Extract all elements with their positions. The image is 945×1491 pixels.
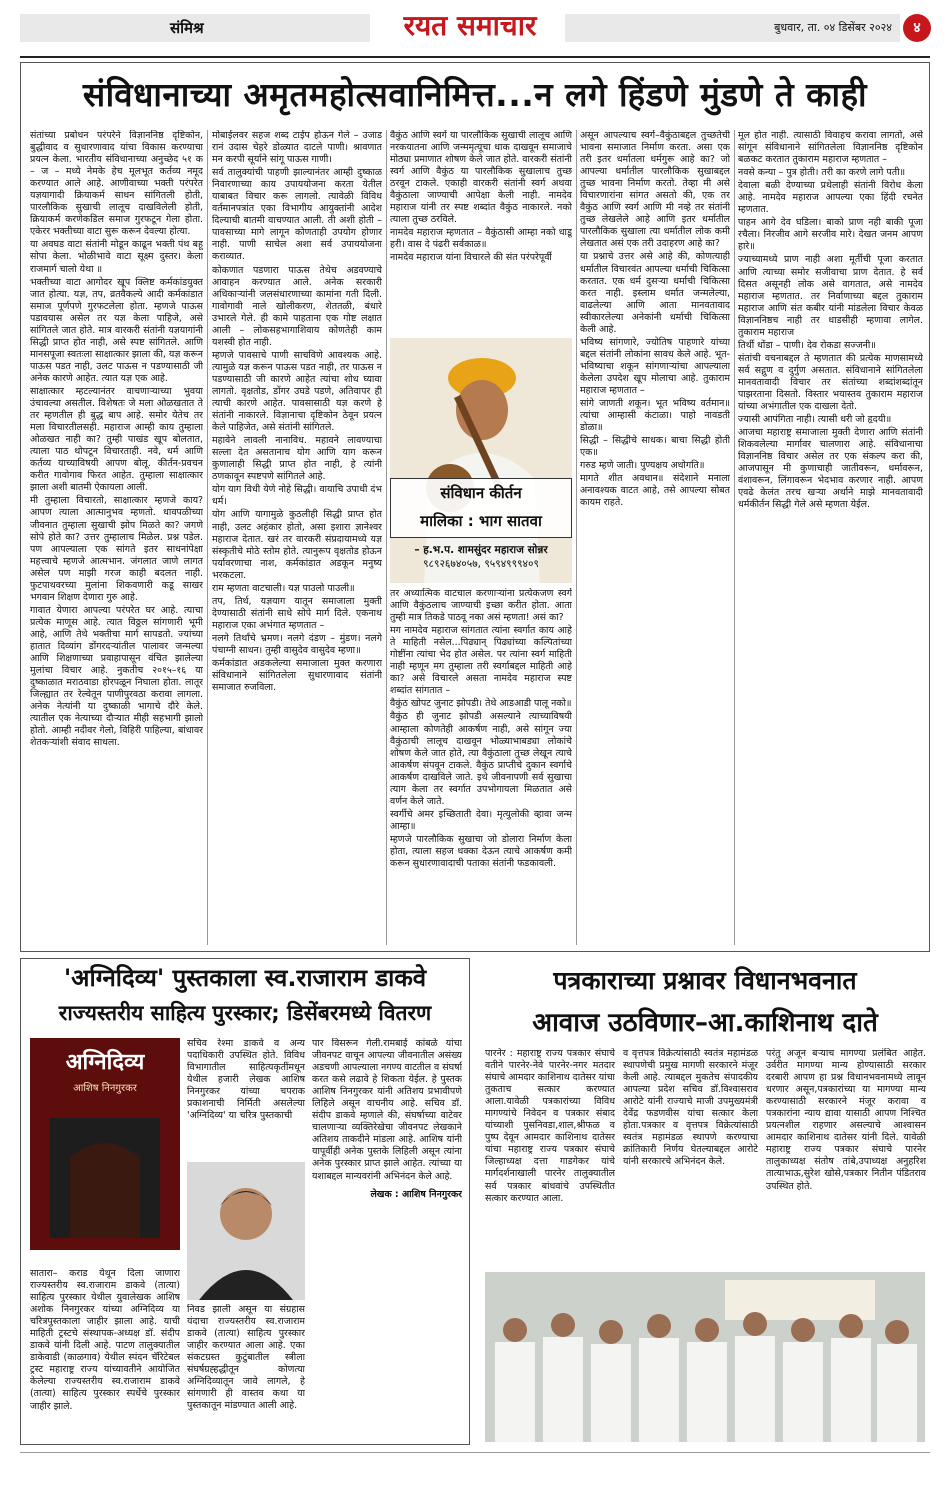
- paragraph: सांगे जाणती शकून। भूत भविष्य वर्तमान॥ त्यांचा आम्हासी कंटाळा। पाहो नावडती डोळा॥: [580, 398, 730, 434]
- paragraph: असून आपल्याच स्वर्ग–वैकुंठाबद्दल तुच्छतेची भावना समाजात निर्माण करता. असा एक तरी इतर धर्मातला धर्मगुरू आहे का? जो आपल्या धर्मातील पारलौकिक सुखाबद्दल तुच्छ भावना निर्माण करतो. तेव्हा मी असे विचारणारांना सांगत असतो की, एक तर वैकुंठ आणि स्वर्ग आणि मी नव्हे तर संतांनी तुच्छ लेखलेले आहे आणि इतर धर्मातील पारलौकिक सुखाला त्या धर्मातील लोक कमी लेखतात असं एक तरी उदाहरण आहे का?: [580, 130, 730, 250]
- mla-article-headline: पत्रकाराच्या प्रश्नावर विधानभवनात: [553, 966, 857, 995]
- author-name: – ह.भ.प. शामसुंदर महाराज सोन्नर: [414, 544, 548, 556]
- paragraph: मोबाईलवर सहज शब्द टाईप होऊन गेले – उजाड रानं उदास चेहरे डोळ्यात दाटले पाणी। श्रावणात मन करपी सूर्याने सांगू पाऊस गाणी।: [212, 130, 382, 166]
- paragraph: या प्रश्नाचे उत्तर असे आहे की, कोणत्याही धर्मातील विचारवंत आपल्या धर्माची चिकित्सा करतात. एक धर्म दुसऱ्या धर्माची चिकित्सा करत नाही. इस्लाम धर्मात जन्मलेल्या, वाढलेल्या आणि आता मानवतावाद स्वीकारलेल्या अनेकांनी धर्माची चिकित्सा केली आहे.: [580, 251, 730, 335]
- page-number: ४: [903, 14, 931, 42]
- mla-article-column-3: परंतु अजून बऱ्याच मागण्या प्रलंबित आहेत. उर्वरीत मागण्या मान्य होण्यासाठी सरकार दरबारी आपण हा प्रश्न विधानभवनामध्ये लावून धरणार असून,पत्रकारांच्या या मागण्या मान्य करण्यासाठी सरकारने मंजूर करावा व पत्रकारांना न्याय द्यावा यासाठी आपण निश्चित प्रयत्नशील राहणार असल्याचे आश्वासन आमदार काशिनाथ दातेसर यांनी दिले. यावेळी महाराष्ट्र राज्य पत्रकार संघाचे पारनेर तालुकाध्यक्ष संतोष तांबे,उपाध्यक्ष अनुहरिश तात्याभाऊ,सुरेश खोसे,पत्रकार नितीन पंडितराव उपस्थित होते.: [766, 1048, 926, 1192]
- paragraph: या अवघड वाटा संतांनी मोडून काढून भक्ती पंथ बहू सोपा केला. भोळीभावे वाटा सूक्ष्म दुस्तर। केला राजमार्ग चालो येथा ॥: [30, 239, 203, 275]
- main-column-3-bottom: [390, 588, 572, 945]
- paragraph: मग नामदेव महाराज सांगतात त्यांना स्वर्गात काय आहे ते माहिती नसेल...पिढ्यान् पिढ्यांच्या कल्पितांच्या गोष्टींना त्यांचा भेद होत असेल. पर त्यांना स्वर्ग माहिती नाही म्हणून मग तुम्हाला तरी स्वर्गाबद्दल माहिती आहे का? असे विचारले असता नामदेव महाराज स्पष्ट शब्दांत सांगतात –: [390, 625, 572, 697]
- mla-article-subheadline: आवाज उठविणार–आ.काशिनाथ दाते: [532, 1008, 878, 1038]
- author-portrait-icon: [187, 1162, 305, 1300]
- paragraph: भविष्य सांगणारे, ज्योतिष पाहणारे यांच्या बद्दल संतांनी लोकांना सावध केले आहे. भूत-भविष्याचा शकून सांगणाऱ्यांचा आपल्याला केलेला उपदेश खूप मोलाचा आहे. तुकाराम महाराज म्हणतात –: [580, 336, 730, 396]
- main-headline: संविधानाच्या अमृतमहोत्सवानिमित्त...न लगे हिंडणे मुंडणे ते काही: [82, 75, 868, 114]
- caption-line: मालिका : भाग सातवा: [420, 512, 542, 530]
- paragraph: साक्षात्कार म्हटल्यानंतर वाचणाऱ्याच्या भुवया उंचावल्या असतील. विशेषतः जे मला ओळखतात ते तर म्हणतील ही बुद्ध बाप आहे. समोर येतेच तर मला विचारतीलसही. महाराज आम्ही काय तुम्हाला ओळखत नाही का? तुम्ही पाखंड खूप बोलतात, त्याला पाठ थोपटून विचारताही. नवे, धर्म आणि कर्तव्य याच्याविषयी आपण बोलू. कीर्तन-प्रवचन करीत गावोगाव फिरत आहेत. तुम्हाला साक्षात्कार झाला अशी बातमी ऐकायला आली.: [30, 385, 203, 494]
- column-divider: [386, 130, 387, 945]
- felicitation-event-photo: [485, 1272, 925, 1442]
- article-writer: लेखक : आशिष निनगुरकर: [370, 1188, 462, 1200]
- main-column-5: [738, 130, 923, 945]
- paragraph: कोकणात पडणारा पाऊस तेथेच अडवण्याचे आवाहन करण्यात आले. अनेक सरकारी अधिकाऱ्यांनी जलसंधारणाच्या कामांना गती दिली. गावोगावी नाले खोलीकरण, शेततळी, बंधारे उभारले गेले. ही कामे पाहताना एक गोष्ट लक्षात आली – लोकसहभागाशिवाय कोणतेही काम यशस्वी होत नाही.: [212, 264, 382, 348]
- paragraph: नलगे तिर्थांचे भ्रमण। नलगे दंडण – मुंडण। नलगे पंचाग्नी साधन। तुम्ही वासुदेव वासुदेव म्हणा॥: [212, 632, 382, 656]
- column-divider: [734, 130, 735, 945]
- newspaper-logo: रयत समाचार: [403, 9, 537, 42]
- mla-article-column-1: पारनेर : महाराष्ट्र राज्य पत्रकार संघाचे वतीने पारनेर-नेवे पारनेर-नगर मतदार संघाचे आमदार काशिनाथ दातेसर यांचा तुकताच सत्कार करण्यात आला.यावेळी पत्रकारांच्या विविध मागण्यांचे निवेदन व पत्रकार संबाद यांच्याशी पुसनिवडा,शाल,श्रीफळ व पुष्प देवून आमदार काशिनाथ दातेसर यांचा महाराष्ट्र राज्य पत्रकार संघाचे जिल्हाध्यक्ष दत्ता गाडगेकर यांचे मार्गदर्शनाखाली पारनेर तालुक्यातील सर्व पत्रकार बांधवांचे उपस्थितीत सत्कार करण्यात आला.: [485, 1048, 615, 1204]
- paragraph: सिद्धी – सिद्धीचे साधक। बाचा सिद्धी होती एक॥: [580, 435, 730, 459]
- column-divider: [576, 130, 577, 945]
- author-byline: [390, 543, 572, 583]
- paragraph: संतांची वचनाबद्दल ते म्हणतात की प्रत्येक माणसामध्ये सर्व सद्गुण व दुर्गुण असतात. संविधानाने सांगितलेला मानवतावादी विचार तर संतांच्या शब्दांशब्दांतून पाझरताना दिसतो. विस्तार भयास्तव तुकाराम महाराज यांच्या अभंगातील एक दाखला देतो.: [738, 352, 923, 413]
- paragraph: गरुड म्हणे जाती। पुण्यक्षय अधोगति॥: [580, 460, 705, 472]
- paragraph: ज्यासी आपंगिता नाही। त्यासी धरी जो हृदयी॥: [738, 414, 892, 426]
- paragraph: वैकुंठ ही जुनाट झोपडी असल्याने त्याच्याविषयी आम्हाला कोणतेही आकर्षण नाही, असे सांगून ज्या वैकुंठाची लालूच दाखवून भोळ्याभाबड्या लोकांचे शोषण केले जात होते, त्या वैकुंठाला तुच्छ लेखून त्याचे आकर्षण संपवून टाकले. वैकुंठ प्राप्तीचे दुकान स्वर्गाचे आकर्षण दाखविले जाते. इथे जीवनापणी सर्व सुखाचा त्याग केला तर स्वर्गात उपभोगायला मिळतात असे वर्णन केले जाते.: [390, 711, 572, 807]
- paragraph: नामदेव महाराज म्हणतात – वैकुंठासी आम्हा नको धाडू हरी। वास दे पंढरी सर्वकाळ॥: [390, 227, 572, 251]
- book-award-subheadline: राज्यस्तरीय साहित्य पुरस्कार; डिसेंबरमध्ये वितरण: [58, 1001, 432, 1025]
- footer-rule: [20, 1452, 930, 1453]
- paragraph: मागते शीत अवधान॥ संदेशाने मनाला अनावश्यक वाटत आहे, तसे आपल्या सोबत कायम राहते.: [580, 473, 730, 509]
- paragraph: राम म्हणता वाटचाली। यज्ञ पाउलो पाउली॥: [212, 582, 355, 594]
- issue-date: बुधवार, ता. ०४ डिसेंबर २०२४: [565, 14, 900, 42]
- section-label: संमिश्र: [20, 14, 370, 42]
- paragraph: नवसे कन्या – पुत्र होती। तरी का करणे लागे पती॥: [738, 167, 906, 179]
- paragraph: म्हणजे पारलौकिक सुखाचा जो डोलारा निर्माण केला होता, त्याला सहज धक्का देऊन त्याचे आकर्षण कमी करून सुधारणावादाची पताका संतांनी फडकावली.: [390, 833, 572, 870]
- main-column-4: [580, 130, 730, 945]
- paragraph: महावेने लावली नानाविध. महावने लावण्याचा सल्ला देत असतानाच योग आणि याग करून कुणालाही सिद्धी प्राप्त होत नाही, हे त्यांनी ठणकावून स्पष्टपणे सांगितले आहे.: [212, 435, 382, 483]
- mla-article-column-2: व वृत्तपत्र विक्रेत्यांसाठी स्वतंत्र महामंडळ स्थापणेची प्रमुख मागणी सरकारने मंजूर केली आहे. त्याबद्दल मुकतेच संपादकीय आपल्या प्रदेश सचिव डॉ.विश्वासराव आरोटे यांनी राज्याचे माजी उपमुख्यमंत्री देवेंद्र फडणवीस यांचा सत्कार केला होता.पत्रकार व वृत्तपत्र विक्रेत्यांसाठी स्वतंत्र महामंडळ स्थापणे करण्याचा क्रांतिकारी निर्णय घेतल्याबद्दल आरोटे यांनी सरकारचे अभिनंदन केले.: [623, 1048, 758, 1168]
- paragraph: वैकुंठ आणि स्वर्ग या पारलौकिक सुखाची लालूच आणि नरकयातना आणि जन्ममृत्यूचा धाक दाखवून समाजाचे मोठ्या प्रमाणात शोषण केले जात होते. वारकरी संतांनी स्वर्ग आणि वैकुंठ या पारलौकिक सुखालाच तुच्छ ठरवून टाकले. एकाही वारकरी संतांनी स्वर्ग अथवा वैकुंठाला जाण्याची आपेक्षा केली नाही. नामदेव महाराज यांनी तर स्पष्ट शब्दांत वैकुंठ नाकारले. नको त्याला तुच्छ ठरविले.: [390, 130, 572, 226]
- main-column-3-top: [390, 130, 572, 335]
- masthead: [0, 0, 945, 58]
- book-article-column-3: [312, 1038, 462, 1438]
- paragraph: पाहन आगे देव घडिला। बाको प्राण नही बाकी पूजा रचैला। निरजीव आगे सरजीव मारे। देखत जनम आपण हारे॥: [738, 217, 923, 253]
- book-cover-image: [30, 1038, 180, 1250]
- paragraph: तर अध्यात्मिक वाटचाल करणाऱ्यांना प्रत्येकजण स्वर्ग आणि वैकुंठलाच जाण्याची इच्छा करीत होता. आता तुम्ही मात्र तिकडे पाठवू नका असं म्हणता! असं का?: [390, 588, 572, 624]
- paragraph: मूल होत नाही. त्यासाठी विवाहच करावा लागतो, असे सांगून संविधानाने सांगितलेला विज्ञाननिष्ठ दृष्टिकोन बळकट करतात तुकाराम महाराज म्हणतात –: [738, 130, 923, 166]
- paragraph: योग आणि यागामुळे कुठलीही सिद्धी प्राप्त होत नाही, उलट अहंकार होतो, असा इशारा ज्ञानेश्वर महाराज देतात. खरं तर वारकरी संप्रदायामध्ये यज्ञ संस्कृतीचे मोठे स्तोम होते. त्यानुरूप वृक्षतोड होऊन पर्यावरणाचा नाश, कर्मकांडात अडकून मनुष्य भरकटला.: [212, 509, 382, 581]
- paragraph: संतांच्या प्रबोधन परंपरेने विज्ञाननिष्ठ दृष्टिकोन, बुद्धीवाद व सुधारणावाद यांचा विकास करण्याचा प्रयत्न केला. भारतीय संविधानाच्या अनुच्छेद ५१ क – ज – मध्ये नेमके हेच मूलभूत कर्तव्य नमूद करण्यात आले आहे. आणीवाच्या भक्ती परंपरेत यज्ञयागादी क्रियाकर्म साधन सांगितली होती, पारलौकिक सुखाची लालूच दाखविलेली होती, क्रियाकर्म करणेकडिल समाज गुरफटून गेला होता. एकेरर भक्तीच्या वाटा सुरू करून देवल्या होत्या.: [30, 130, 203, 238]
- paragraph: स्वर्गीचे अमर इच्छिताती देवा। मृत्युलोकी व्हावा जन्म आम्हा॥: [390, 808, 572, 832]
- paragraph: सर्व तालुक्यांची पाहणी झाल्यानंतर आम्ही दुष्काळ निवारणाच्या काय उपाययोजना करता येतील याबाबत विचार करू लागलो. त्यावेळी विविध वर्तमानपत्रांत एका विभागीय आयुक्तांनी आदेश दिल्याची बातमी वाचण्यात आली. ती अशी होती – पावसाच्या मागे लागून कोणताही उपयोग होणार नाही. पाणी साचेल अशा सर्व उपाययोजना कराव्यात.: [212, 167, 382, 263]
- author-phone: ९८९२६७४०५७, ९५९४९९९४०९: [423, 558, 539, 570]
- book-cover-author: आशिष निनगुरकर: [73, 1083, 137, 1094]
- paragraph: कर्मकांडात अडकलेल्या समाजाला मुक्त करणारा संविधानाने सांगितलेला सुधारणावाद संतांनी समाजात रुजविला.: [212, 658, 382, 694]
- masthead-divider: [20, 56, 930, 58]
- paragraph: ज्याच्यामध्ये प्राण नाही अशा मूर्तीची पूजा करतात आणि त्याच्या समोर सजीवाचा प्राण देतात. हे सर्व दिसत असूनही लोक असे वागतात, असे नामदेव महाराज म्हणतात. तर निर्वाणाच्या बद्दल तुकाराम महाराज आणि संत कबीर यांनी मांडलेला विचार केवळ विज्ञाननिष्ठच नाही तर धाडसीही म्हणावा लागेल. तुकाराम महाराज: [738, 254, 923, 338]
- book-cover-title: अग्निदिव्य: [65, 1050, 145, 1075]
- caption-line: संविधान कीर्तन: [440, 484, 522, 502]
- book-article-column-1: सचिव रेश्मा डाकवे व अन्य पदाधिकारी उपस्थित होते. विविध विभागातील साहित्यकृतींमधून येथील हजारी लेखक आशिष निनगुरकर यांच्या चपराक प्रकाशनाची निर्मिती असलेल्या 'अग्निदिव्य' या चरित्र पुस्तकाची: [187, 1038, 305, 1122]
- paragraph: आजचा महाराष्ट्र समाजाला मुक्ती देणारा आणि संतांनी शिकवलेल्या मार्गावर चालणारा आहे. संविधानाचा विज्ञाननिष्ठ विचार असेल तर एक संकल्प करा की, आजपासून मी कुणाचाही जातीवरून, धर्मावरून, वंशावरून, लिंगावरून भेदभाव करणार नाही. आपण एवढे केलंत तरच खऱ्या अर्थाने माझे मानवतावादी धर्मकीर्तन सिद्धी गेले असे म्हणता येईल.: [738, 427, 923, 511]
- book-article-column-lead: सातारा– कराड येथून दिला जाणारा राज्यस्तरीय स्व.राजाराम डाकवे (तात्या) साहित्य पुरस्कार येथील युवालेखक आशिष अशोक निनगुरकर यांच्या अग्निदिव्य या चरित्रपुस्तकाला जाहीर झाला आहे. याची माहिती ट्रस्टचे संस्थापक-अध्यक्ष डॉ. संदीप डाकवे यांनी दिली आहे. पाटण तालुक्यातील डाकेवाडी (काळगाव) येथील स्पंदन चॅरिटेबल ट्रस्ट महाराष्ट्र राज्य यांच्यावतीने आयोजित केलेल्या राज्यस्तरीय स्व.राजाराम डाकवे (तात्या) साहित्य पुरस्कार स्पर्धेचे पुरस्कार जाहीर झाले.: [30, 1268, 180, 1412]
- paragraph: गावात येणारा आपल्या परंपरेत घर आहे. त्याचा प्रत्येक माणूस आहे. त्यात विठ्ठल सांगणारी भूमी आहे, आणि तेथे भक्तीचा मार्ग सापडतो. ज्यांच्या हातात दिव्यांग डोंगरदऱ्यांतील पालावर जन्मल्या आणि शिक्षणाच्या प्रवाहापासून वंचित झालेल्या मुलांचा विचार आहे. नुकतीच २०१५–१६ या दुष्काळात मराठवाडा होरपळून निघाला होता. लातूर जिल्ह्यात तर रेल्वेतून पाणीपुरवठा करावा लागला. अनेक नेत्यांनी या दुष्काळी भागाचे दौरे केले. त्यातील एक नेत्याच्या दौऱ्यात मीही सहभागी झालो होतो. आम्ही नदीवर गेलो, विहिरी पाहिल्या, बांधावर शेतकऱ्यांशी संवाद साधला.: [30, 604, 203, 749]
- main-column-2: [212, 130, 382, 945]
- paragraph: म्हणजे पावसाचे पाणी साचविणे आवश्यक आहे. त्यामुळे यज्ञ करून पाऊस पडत नाही, तर पाऊस न पडण्यासाठी जी कारणे आहेत त्यांचा शोध घ्यावा लागतो. वृक्षतोड, डोंगर उघडे पडणे, अतिवापर ही त्याची कारणे आहेत. पावसासाठी यज्ञ करणे हे संतांनी नाकारले. विज्ञानाचा दृष्टिकोन ठेवून प्रयत्न केले पाहिजेत, असे संतांनी सांगितले.: [212, 349, 382, 434]
- column-divider: [207, 130, 208, 945]
- main-column-1: [30, 130, 203, 945]
- author-photo: [187, 1162, 305, 1300]
- paragraph: योग याग विधी येणे नोहे सिद्धी। वायाचि उपाधी दंभ धर्म।: [212, 484, 382, 508]
- paragraph: भक्तीच्या वाटा आगोदर खूप क्लिष्ट कर्मकांडयुक्त जात होत्या. यज्ञ, तप, व्रतवैकल्ये आदी कर्मकांडात समाज पूर्णपणे गुरफटलेला होता. म्हणजे पाऊस पडावयास असेल तर यज्ञ केला पाहिजे, असे सांगितले जात होते. मात्र वारकरी संतांनी यज्ञयागांनी सिद्धी प्राप्त होत नाही, असे स्पष्ट सांगितले. आणि मानसपूजा स्वतःला साक्षात्कार झाला की, यज्ञ करून पाऊस पडत नाही, उलट पाऊस न पडण्यासाठी जी अनेक कारणे आहेत. त्यात यज्ञ एक आहे.: [30, 276, 203, 384]
- paragraph: नामदेव महाराज यांना विचारले की संत परंपरेपूर्वी: [390, 252, 552, 264]
- paragraph: मी तुम्हाला विचारतो, साक्षात्कार म्हणजे काय? आपण त्याला आत्मानुभव म्हणतो. धावपळीच्या जीवनात तुम्हाला सुखाची झोप मिळते का? जगणे सोपे होते का? उत्तर तुम्हालाच मिळेल. प्रश्न पडेल. पण आपल्याला एक सांगते इतर साधनांपेक्षा महत्त्वाचे म्हणजे आत्मभान. जंगलात जाणे लागत असेल पण माझी गरज काही बदलत नाही. फुटपाथवरच्या मुलांना शिकवणारी कडू साखर भगवान शिक्षण देणारा गुरु आहे.: [30, 495, 203, 603]
- paragraph: देवाला बळी देण्याच्या प्रथेलाही संतांनी विरोध केला आहे. नामदेव महाराज आपल्या एका हिंदी रचनेत म्हणतात.: [738, 180, 923, 216]
- paragraph: तप, तिर्थ, यज्ञयाग यातून समाजाला मुक्ती देण्यासाठी संतांनी साधे सोपे मार्ग दिले. एकनाथ महाराज एका अभंगात म्हणतात –: [212, 595, 382, 631]
- book-award-headline: 'अग्निदिव्य' पुस्तकाला स्व.राजाराम डाकवे: [63, 964, 427, 992]
- paragraph: पार विसरून गेली.रामबाई कांबळे यांचा जीवनपट वाचून आपल्या जीवनातील असंख्य अडचणी आपल्याला नगण्य वाटतील व संघर्षा करत कसे लढावे हे शिकता येईल. हे पुस्तक आशिष निनगुरकर यांनी अतिशय प्रभावीपणे लिहिले असून वाचनीय आहे. सचिव डॉ. संदीप डाकवे म्हणाले की, संघर्षाच्या वाटेवर चालणाऱ्या व्यक्तिरेखेचा जीवनपट लेखकाने अतिशय ताकदीने मांडला आहे. आशिष यांनी यापूर्वीही अनेक पुस्तके लिहिली असून त्यांना अनेक पुरस्कार प्राप्त झाले आहेत. त्यांच्या या यशाबद्दल मान्यवरांनी अभिनंदन केले आहे.: [312, 1038, 462, 1182]
- series-caption: [390, 478, 572, 538]
- paragraph: तिर्थी धोंडा – पाणी। देव रोकडा सज्जनी॥: [738, 339, 876, 351]
- group-photo-icon: [485, 1272, 925, 1442]
- book-article-column-2: निवड झाली असून या संग्रहास यंदाचा राज्यस्तरीय स्व.राजाराम डाकवे (तात्या) साहित्य पुरस्कार जाहीर करण्यात आला आहे. एका संकटग्रस्त कुटुंबातील स्त्रीला संघर्षग्रह्हद्धीतून कोणत्या अग्निदिव्यातून जावे लागले, हे सांगणारी ही वास्तव कथा या पुस्तकातून मांडण्यात आली आहे.: [187, 1304, 305, 1412]
- paragraph: वैकुंठ खोपट जुनाट झोपडी। तेथे आडआडी पालू नको॥: [390, 698, 572, 710]
